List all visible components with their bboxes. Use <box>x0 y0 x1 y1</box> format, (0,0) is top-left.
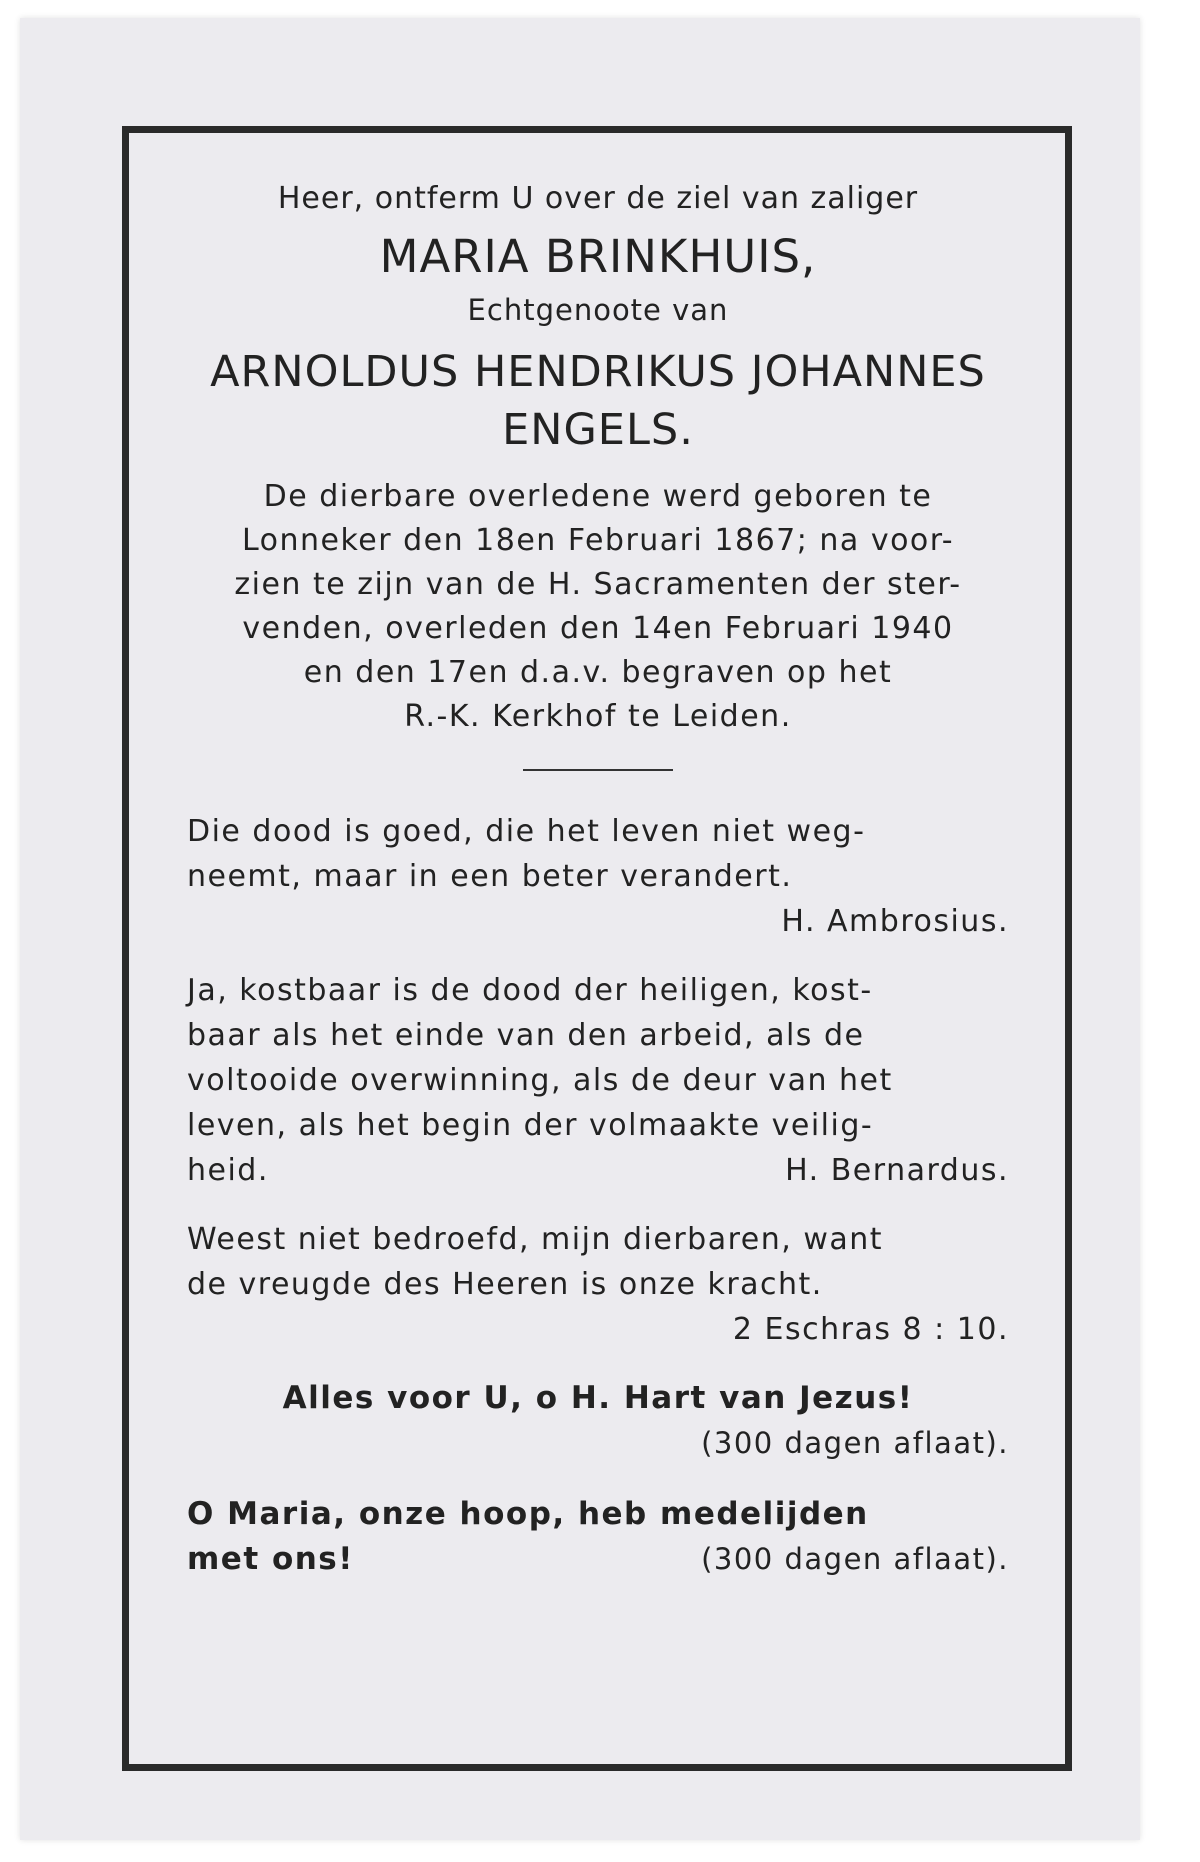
quote-line: voltooide overwinning, als de deur van het <box>187 1063 893 1098</box>
biography-line: en den 17en d.a.v. begraven op het <box>303 655 893 690</box>
quote-line: heid. <box>187 1153 269 1188</box>
biography-line: zien te zijn van de H. Sacramenten der ster- <box>234 567 962 602</box>
biography-line: R.-K. Kerkhof te Leiden. <box>404 699 792 734</box>
quote-bernardus <box>187 968 1009 1193</box>
quote-ambrosius <box>187 809 1009 944</box>
biography-line: Lonneker den 18en Februari 1867; na voor- <box>241 523 955 558</box>
divider-rule <box>523 769 673 771</box>
biography <box>187 475 1009 739</box>
quote-line: baar als het einde van den arbeid, als de <box>187 1018 865 1053</box>
spouse-name-line1: ARNOLDUS HENDRIKUS JOHANNES <box>210 347 986 397</box>
quote-eschras <box>187 1217 1009 1352</box>
quote-author: H. Bernardus. <box>785 1153 1009 1188</box>
spouse-name <box>187 343 1009 459</box>
prayer-sacred-heart <box>187 1376 1009 1466</box>
quote-line: Die dood is goed, die het leven niet weg- <box>187 814 866 849</box>
indulgence-note: (300 dagen aflaat). <box>701 1426 1009 1460</box>
quote-line: leven, als het begin der volmaakte veilig- <box>187 1108 874 1143</box>
indulgence-note: (300 dagen aflaat). <box>701 1542 1009 1576</box>
quote-author: 2 Eschras 8 : 10. <box>732 1312 1009 1347</box>
spouse-name-line2: ENGELS. <box>502 405 694 455</box>
quote-line: Weest niet bedroefd, mijn dierbaren, want <box>187 1222 884 1257</box>
quote-last-line <box>187 1148 1009 1193</box>
deceased-name: MARIA BRINKHUIS, <box>379 230 817 283</box>
prayer-maria <box>187 1492 1009 1582</box>
quote-line: de vreugde des Heeren is onze kracht. <box>187 1267 823 1302</box>
prayer-last-line <box>187 1537 1009 1582</box>
card-text <box>187 175 1009 1608</box>
prayer-line: Alles voor U, o H. Hart van Jezus! <box>282 1380 914 1416</box>
prayer-line: O Maria, onze hoop, heb medelijden <box>187 1496 869 1532</box>
prayer-line: met ons! <box>187 1541 354 1577</box>
quote-author: H. Ambrosius. <box>781 904 1009 939</box>
invocation-line: Heer, ontferm U over de ziel van zaliger <box>277 181 919 216</box>
biography-line: venden, overleden den 14en Februari 1940 <box>242 611 954 646</box>
quote-line: Ja, kostbaar is de dood der heiligen, kost- <box>187 973 873 1008</box>
spouse-intro: Echtgenoote van <box>467 293 729 327</box>
quote-line: neemt, maar in een beter verandert. <box>187 859 793 894</box>
biography-line: De dierbare overledene werd geboren te <box>263 479 933 514</box>
